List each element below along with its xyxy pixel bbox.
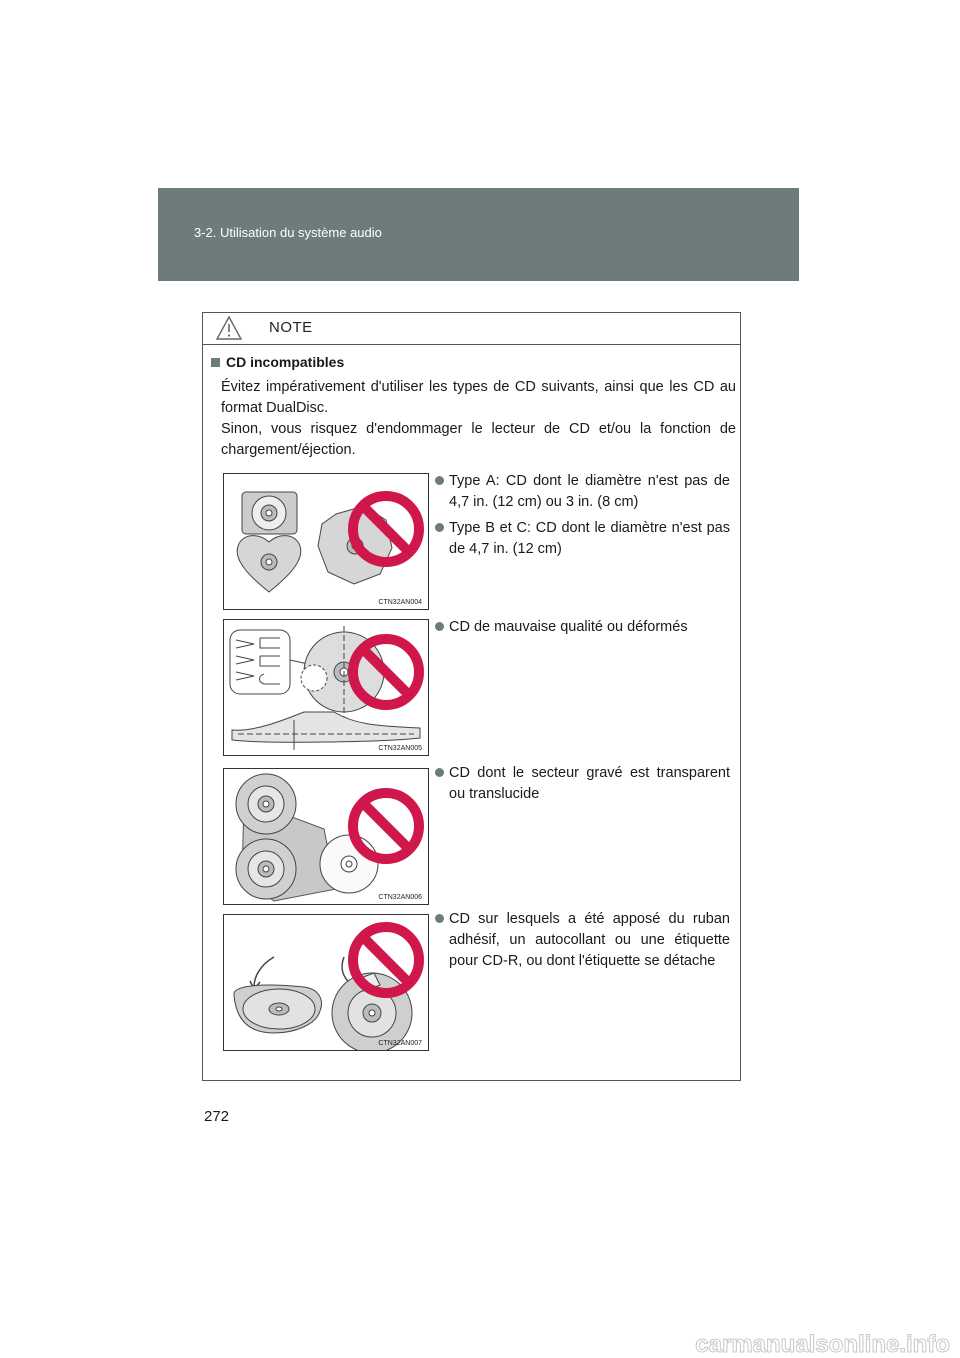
figure-code: CTN32AN004 bbox=[378, 599, 422, 606]
sub-heading bbox=[211, 354, 344, 370]
paragraph-line: Évitez impérativement d'utiliser les types de CD suivants, ainsi que les CD au format DualDisc. bbox=[221, 379, 736, 416]
square-bullet-icon bbox=[211, 358, 220, 367]
intro-paragraph bbox=[221, 377, 736, 461]
note-box bbox=[202, 312, 741, 1081]
bullet-item bbox=[435, 763, 730, 805]
note-header bbox=[203, 313, 740, 345]
watermark bbox=[0, 1330, 960, 1358]
bullet-dot-icon bbox=[435, 523, 444, 532]
bullet-text: Type B et C: CD dont le diamètre n'est pas de 4,7 in. (12 cm) bbox=[449, 520, 730, 557]
bullet-text: CD de mauvaise qualité ou déformés bbox=[449, 619, 688, 635]
figure-transparent-cd bbox=[223, 768, 429, 905]
bullet-text: CD dont le secteur gravé est transparent ou translucide bbox=[449, 765, 730, 802]
prohibition-icon bbox=[353, 793, 419, 859]
figure-code: CTN32AN005 bbox=[378, 745, 422, 752]
bullet-text: CD sur lesquels a été apposé du ruban adhésif, un autocollant ou une étiquette pour CD-R, ou dont l'étiquette se détache bbox=[449, 911, 730, 969]
warped-cd-illustration bbox=[224, 620, 428, 755]
labelled-cd-illustration bbox=[224, 915, 428, 1050]
bullet-dot-icon bbox=[435, 476, 444, 485]
warning-icon bbox=[215, 315, 243, 341]
figure-cd-shapes bbox=[223, 473, 429, 610]
figure-labelled-cd bbox=[223, 914, 429, 1051]
bullet-dot-icon bbox=[435, 768, 444, 777]
header-band bbox=[158, 188, 799, 281]
watermark-text: carmanualsonline.info bbox=[695, 1331, 950, 1358]
bullet-item bbox=[435, 471, 730, 513]
odd-shaped-cd-illustration bbox=[224, 474, 428, 609]
section-title: 3-2. Utilisation du système audio bbox=[194, 225, 382, 240]
transparent-cd-illustration bbox=[224, 769, 428, 904]
paragraph-line: Sinon, vous risquez d'endommager le lecteur de CD et/ou la fonction de chargement/éjection. bbox=[221, 421, 736, 458]
bullet-item bbox=[435, 617, 730, 638]
sub-heading-text: CD incompatibles bbox=[226, 354, 345, 370]
note-label: NOTE bbox=[269, 319, 313, 336]
bullet-dot-icon bbox=[435, 622, 444, 631]
bullet-dot-icon bbox=[435, 914, 444, 923]
bullet-text: Type A: CD dont le diamètre n'est pas de 4,7 in. (12 cm) ou 3 in. (8 cm) bbox=[449, 473, 730, 510]
bullet-item bbox=[435, 518, 730, 560]
page-number: 272 bbox=[204, 1108, 230, 1125]
figure-code: CTN32AN006 bbox=[378, 894, 422, 901]
bullet-item bbox=[435, 909, 730, 972]
figure-warped-cd bbox=[223, 619, 429, 756]
figure-code: CTN32AN007 bbox=[378, 1040, 422, 1047]
